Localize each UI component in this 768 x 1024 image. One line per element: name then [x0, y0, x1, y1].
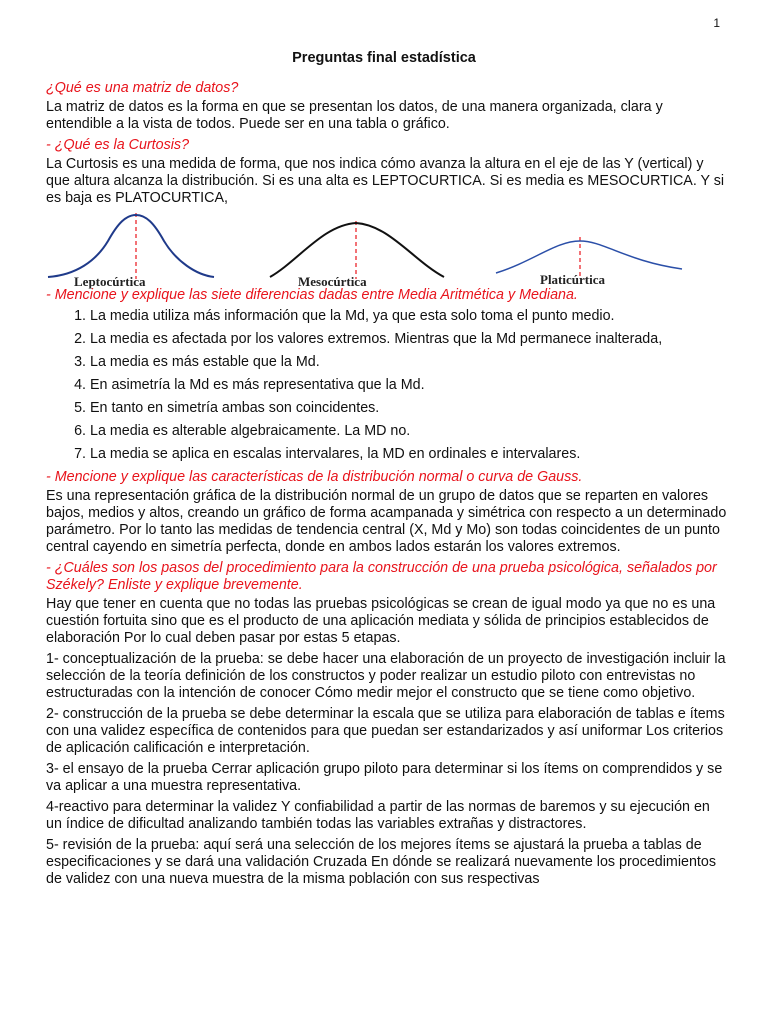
page-number: 1 — [713, 16, 720, 30]
label-leptocurtica: Leptocúrtica — [74, 274, 146, 289]
step-paragraph: 3- el ensayo de la prueba Cerrar aplicación grupo piloto para determinar si los ítems on comprendidos y se va aplicar a una muestra representativa. — [46, 761, 723, 794]
list-item: 2. La media es afectada por los valores extremos. Mientras que la Md permanece inalterada, — [90, 331, 728, 348]
list-item: 3. La media es más estable que la Md. — [90, 354, 728, 371]
label-mesocurtica: Mesocúrtica — [298, 274, 367, 289]
step-paragraph: 4-reactivo para determinar la validez Y confiabilidad a partir de las normas de baremos y su ejecución en un índice de dificultad analizando también todas las variables extrañas y distractores. — [46, 799, 710, 832]
differences-list — [46, 308, 728, 463]
list-item: 7. La media se aplica en escalas intervalares, la MD en ordinales e intervalares. — [90, 446, 728, 463]
document-title: Preguntas final estadística — [292, 50, 476, 66]
answer-curtosis: La Curtosis es una medida de forma, que nos indica cómo avanza la altura en el eje de las Y (vertical) y que altura alcanza la distribución. Si es una alta es LEPTOCURTICA. Si es media es MESOCURTICA. Y si es baja es PLATOCURTICA, — [46, 156, 725, 206]
step-paragraph: 1- conceptualización de la prueba: se debe hacer una elaboración de un proyecto de investigación incluir la selección de la teoría definición de los constructos y poder realizar un estudio piloto con entrevistas no estructuradas con la intención de conocer Cómo medir mejor el constructo que se tiene como objetivo. — [46, 651, 726, 701]
answer-matriz: La matriz de datos es la forma en que se presentan los datos, de una manera organizada, clara y entendible a la vista de todos. Puede ser en una tabla o gráfico. — [46, 99, 663, 132]
question-matriz: ¿Qué es una matriz de datos? — [46, 80, 239, 96]
question-diferencias: - Mencione y explique las siete diferencias dadas entre Media Aritmética y Mediana. — [46, 287, 578, 303]
list-item: 6. La media es alterable algebraicamente. La MD no. — [90, 423, 728, 440]
kurtosis-figure — [46, 211, 728, 287]
question-pasos: - ¿Cuáles son los pasos del procedimiento para la construcción de una prueba psicológica, señalados por Székely? Enliste y explique brevemente. — [46, 560, 717, 593]
step-paragraph: 2- construcción de la prueba se debe determinar la escala que se utiliza para elaboración de tablas e ítems con una validez específica de contenidos para que puedan ser estandarizados y así uniformar Los criterios de aplicación calificación e interpretación. — [46, 706, 725, 756]
label-platicurtica: Platicúrtica — [540, 272, 605, 287]
answer-gauss: Es una representación gráfica de la distribución normal de un grupo de datos que se reparten en valores bajos, medios y altos, creando un gráfico de forma acampanada y simétrica con respecto a un determinado parámetro. Por lo tanto las medidas de tendencia central (X, Md y Mo) son todas coincidentes de un punto central cayendo en simetría perfecta, donde en ambos lados estarán los valores extremos. — [46, 488, 727, 555]
step-paragraph: 5- revisión de la prueba: aquí será una selección de los mejores ítems se ajustará la prueba a tablas de especificaciones y se dará una validación Cruzada En dónde se realizará nuevamente los procedimientos de validez con una nueva muestra de la misma población con sus respectivas — [46, 837, 716, 887]
document-body — [46, 80, 728, 892]
answer-pasos-intro: Hay que tener en cuenta que no todas las pruebas psicológicas se crean de igual modo ya que no es una cuestión fortuita sino que es el producto de una aplicación mediata y sólida de principios establecidos de elaboración Por lo cual deben pasar por estas 5 etapas. — [46, 596, 716, 646]
question-curtosis: - ¿Qué es la Curtosis? — [46, 137, 190, 153]
list-item: 5. En tanto en simetría ambas son coincidentes. — [90, 400, 728, 417]
list-item: 1. La media utiliza más información que la Md, ya que esta solo toma el punto medio. — [90, 308, 728, 325]
list-item: 4. En asimetría la Md es más representativa que la Md. — [90, 377, 728, 394]
question-gauss: - Mencione y explique las características de la distribución normal o curva de Gauss. — [46, 469, 583, 485]
